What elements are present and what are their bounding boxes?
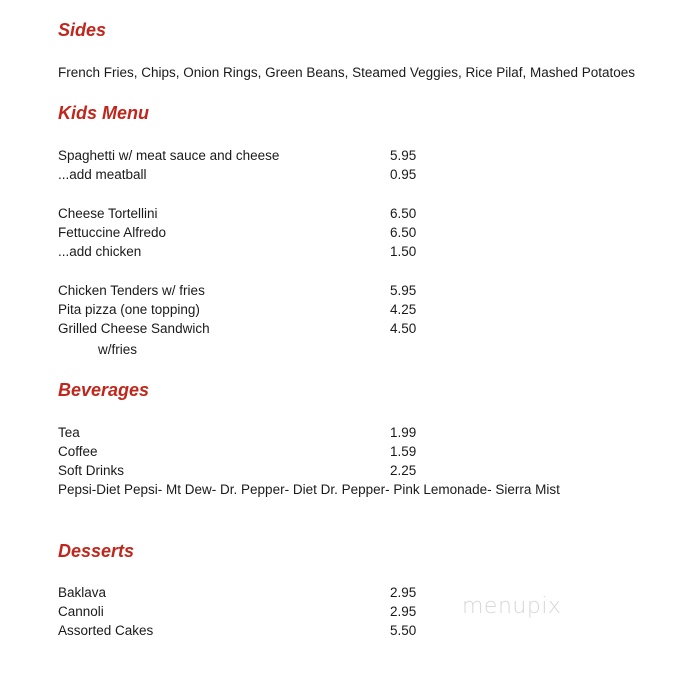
menu-item-name: Tea — [58, 425, 80, 440]
menu-item-price: 2.95 — [390, 585, 417, 600]
menu-item-name: Chicken Tenders w/ fries — [58, 283, 205, 298]
menu-item-name: Baklava — [58, 585, 107, 600]
menu-item-name: Grilled Cheese Sandwich — [58, 321, 210, 336]
sides-list: French Fries, Chips, Onion Rings, Green Beans, Steamed Veggies, Rice Pilaf, Mashed Potatoes — [58, 65, 636, 80]
menupix-watermark: menupix — [462, 594, 562, 619]
menu-item-name: Coffee — [58, 444, 98, 459]
menu-item-name: ...add chicken — [58, 244, 142, 259]
menu-item-price: 6.50 — [390, 206, 417, 221]
sides-heading: Sides — [58, 20, 107, 40]
menu-item-name: Cannoli — [58, 604, 104, 619]
menu-item-price: 6.50 — [390, 225, 417, 240]
menu-item-name: Spaghetti w/ meat sauce and cheese — [58, 148, 280, 163]
menu-item-name: Fettuccine Alfredo — [58, 225, 167, 240]
kids-menu-heading: Kids Menu — [58, 103, 150, 123]
menu-item-name: Assorted Cakes — [58, 623, 154, 638]
menu-item-name: ...add meatball — [58, 167, 147, 182]
menu-item-price: 2.95 — [390, 604, 417, 619]
menu-item-price: 1.99 — [390, 425, 417, 440]
menu-item-price: 5.50 — [390, 623, 417, 638]
menu-item-price: 1.50 — [390, 244, 417, 259]
soft-drinks-note: Pepsi-Diet Pepsi- Mt Dew- Dr. Pepper- Diet Dr. Pepper- Pink Lemonade- Sierra Mist — [58, 482, 560, 497]
menu-item-price: 4.50 — [390, 321, 417, 336]
menu-item-name: Cheese Tortellini — [58, 206, 158, 221]
menu-item-price: 4.25 — [390, 302, 417, 317]
menu-item-price: 1.59 — [390, 444, 417, 459]
menu-item-name: Pita pizza (one topping) — [58, 302, 200, 317]
menu-item-name: Soft Drinks — [58, 463, 125, 478]
beverages-heading: Beverages — [58, 380, 150, 400]
menu-item-price: 5.95 — [390, 148, 417, 163]
menu-item-price: 0.95 — [390, 167, 417, 182]
menu-item-name: w/fries — [98, 342, 138, 357]
menu-item-price: 5.95 — [390, 283, 417, 298]
menu-item-price: 2.25 — [390, 463, 417, 478]
desserts-heading: Desserts — [58, 541, 135, 561]
